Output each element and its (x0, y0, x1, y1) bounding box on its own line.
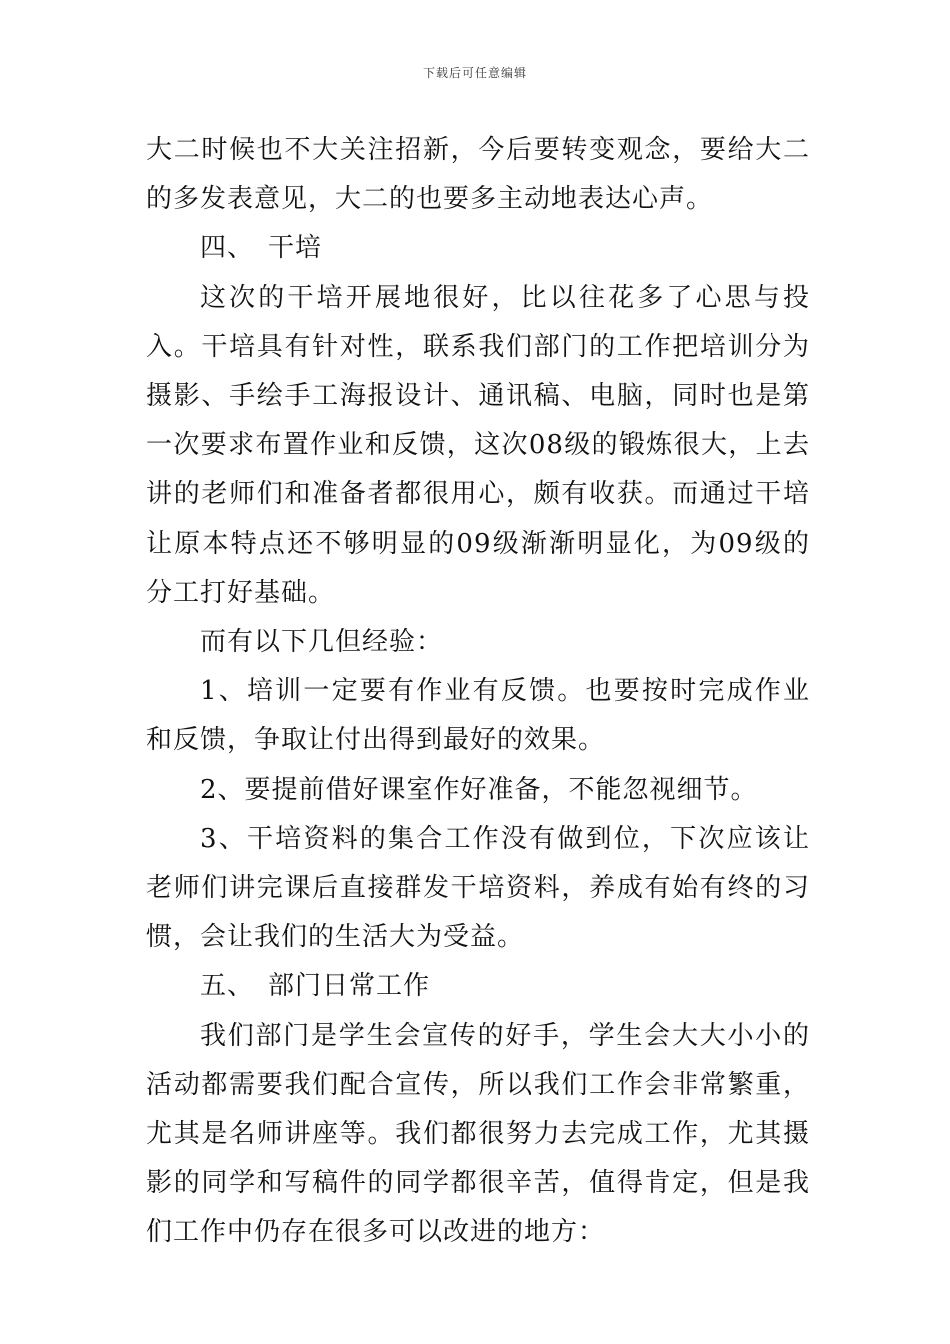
list-item-1: 1、培训一定要有作业有反馈。也要按时完成作业和反馈，争取让付出得到最好的效果。 (146, 676, 810, 756)
section-heading-4: 四、 干培 (200, 233, 323, 264)
paragraph-experience-intro: 而有以下几但经验： (200, 627, 444, 658)
paragraph-daily-work: 我们部门是学生会宣传的好手，学生会大大小小的活动都需要我们配合宣传，所以我们工作会非常繁重，尤其是名师讲座等。我们都很努力去完成工作，尤其摄影的同学和写稿件的同学都很辛苦，值得肯定，但是我们工作中仍存在很多可以改进的地方： (146, 1020, 810, 1248)
list-item-3: 3、干培资料的集合工作没有做到位，下次应该让老师们讲完课后直接群发干培资料，养成有始有终的习惯，会让我们的生活大为受益。 (146, 823, 810, 953)
section-heading-5: 五、 部门日常工作 (200, 971, 431, 1002)
paragraph-1: 大二时候也不大关注招新，今后要转变观念，要给大二的多发表意见，大二的也要多主动地表达心声。 (146, 135, 810, 215)
list-item-2: 2、要提前借好课室作好准备，不能忽视细节。 (200, 774, 758, 805)
page-header: 下载后可任意编辑 (422, 66, 527, 80)
document-body (146, 126, 810, 1258)
paragraph-training: 这次的干培开展地很好，比以往花多了心思与投入。干培具有针对性，联系我们部门的工作把培训分为摄影、手绘手工海报设计、通讯稿、电脑，同时也是第一次要求布置作业和反馈，这次08级的锻炼很大，上去讲的老师们和准备者都很用心，颇有收获。而通过干培让原本特点还不够明显的09级渐渐明显化，为09级的分工打好基础。 (146, 282, 810, 608)
